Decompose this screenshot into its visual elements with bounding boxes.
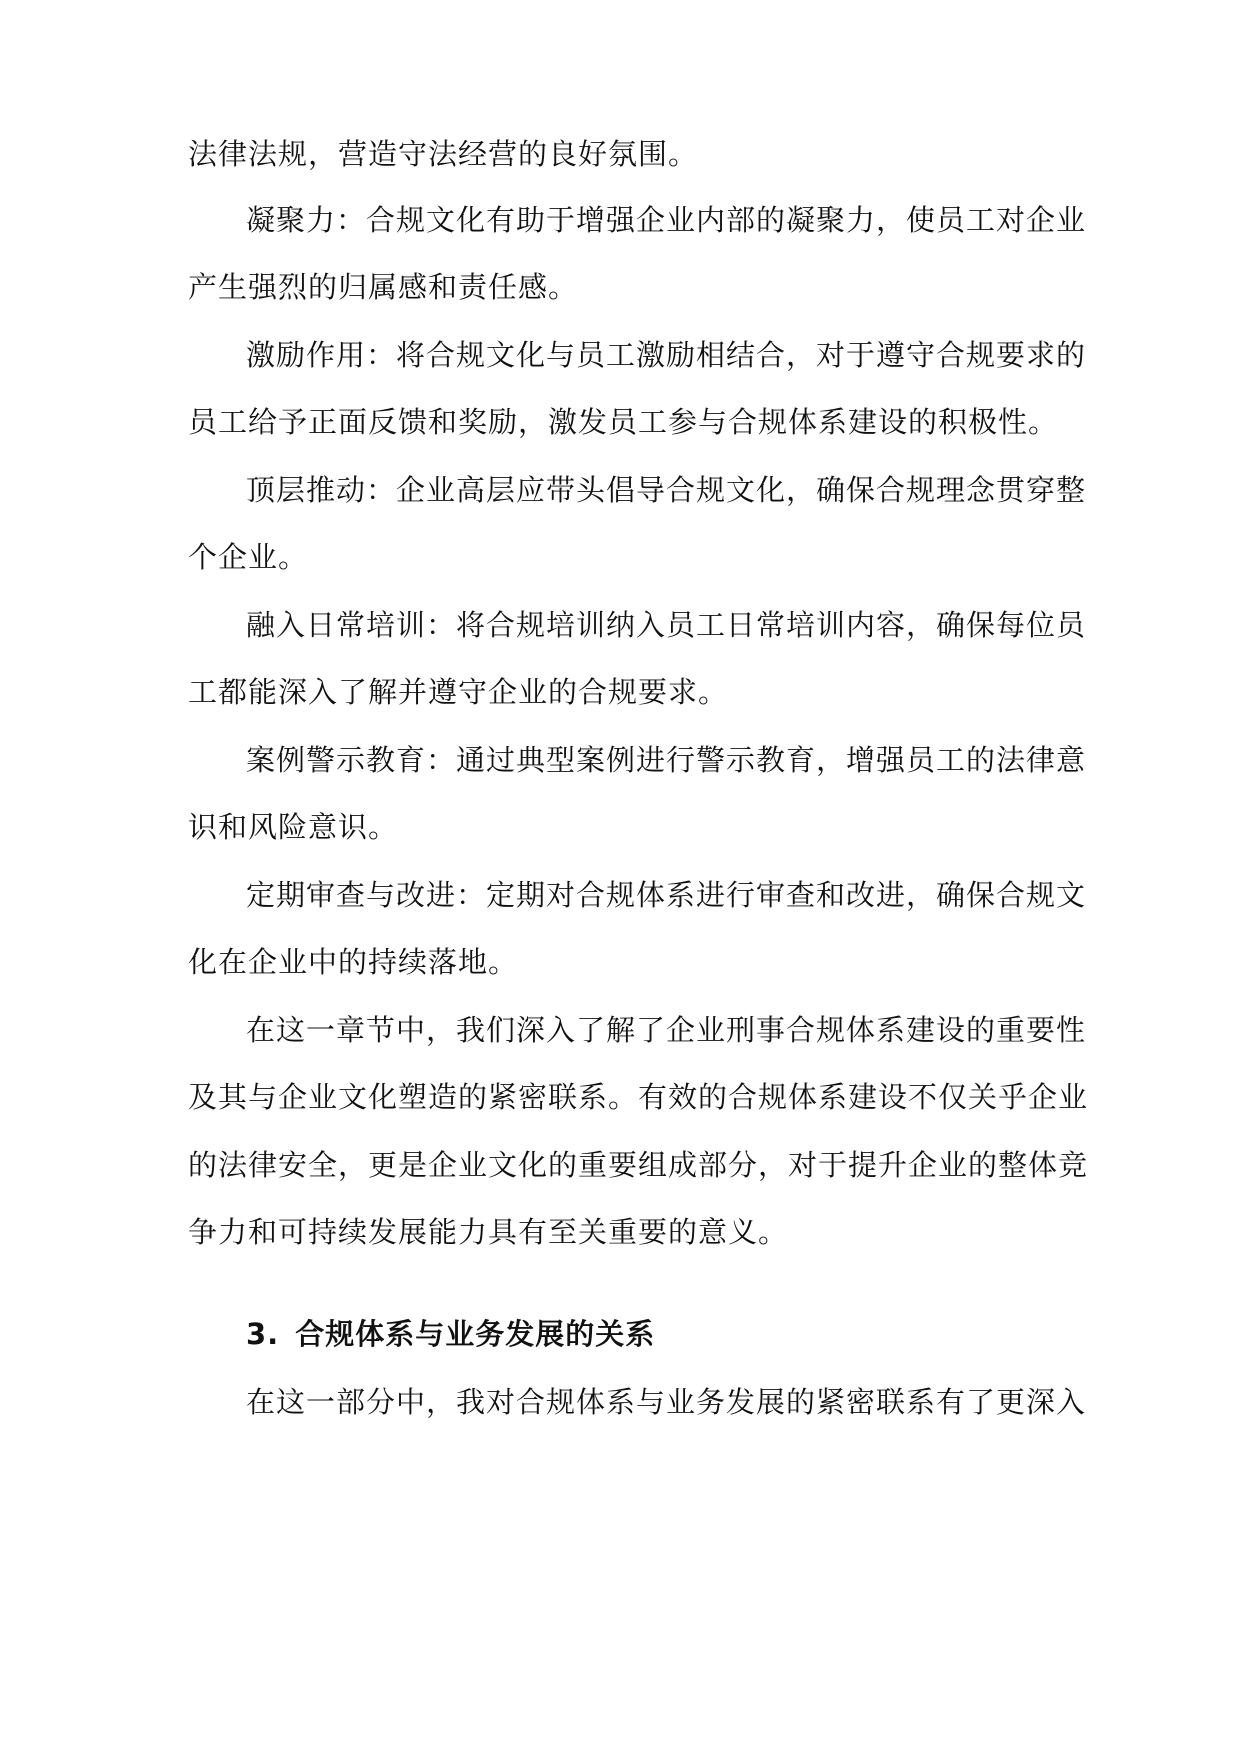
paragraph-line: 的法律安全，更是企业文化的重要组成部分，对于提升企业的整体竞 [188,1148,1089,1182]
paragraph-line: 及其与企业文化塑造的紧密联系。有效的合规体系建设不仅关乎企业 [188,1080,1089,1114]
paragraph-line: 定期审查与改进：定期对合规体系进行审查和改进，确保合规文 [246,878,1087,912]
paragraph-line: 工都能深入了解并遵守企业的合规要求。 [188,675,729,709]
paragraph-line: 化在企业中的持续落地。 [188,945,519,979]
paragraph-line: 争力和可持续发展能力具有至关重要的意义。 [188,1215,789,1249]
section-number: 3. [246,1317,280,1351]
paragraph-line: 融入日常培训：将合规培训纳入员工日常培训内容，确保每位员 [246,608,1087,642]
paragraph-line: 法律法规，营造守法经营的良好氛围。 [188,137,699,171]
section-heading [246,1314,655,1354]
section-title: 合规体系与业务发展的关系 [295,1317,656,1351]
paragraph-line: 凝聚力：合规文化有助于增强企业内部的凝聚力，使员工对企业 [246,203,1087,237]
paragraph-line: 在这一章节中，我们深入了解了企业刑事合规体系建设的重要性 [246,1013,1087,1047]
paragraph-line: 案例警示教育：通过典型案例进行警示教育，增强员工的法律意 [246,743,1087,777]
paragraph-line: 个企业。 [188,540,309,574]
paragraph-line: 识和风险意识。 [188,810,399,844]
paragraph-line: 员工给予正面反馈和奖励，激发员工参与合规体系建设的积极性。 [188,405,1059,439]
paragraph-line: 激励作用：将合规文化与员工激励相结合，对于遵守合规要求的 [246,338,1087,372]
paragraph-line: 产生强烈的归属感和责任感。 [188,270,579,304]
paragraph-line: 顶层推动：企业高层应带头倡导合规文化，确保合规理念贯穿整 [246,473,1087,507]
paragraph-line: 在这一部分中，我对合规体系与业务发展的紧密联系有了更深入 [246,1385,1087,1419]
